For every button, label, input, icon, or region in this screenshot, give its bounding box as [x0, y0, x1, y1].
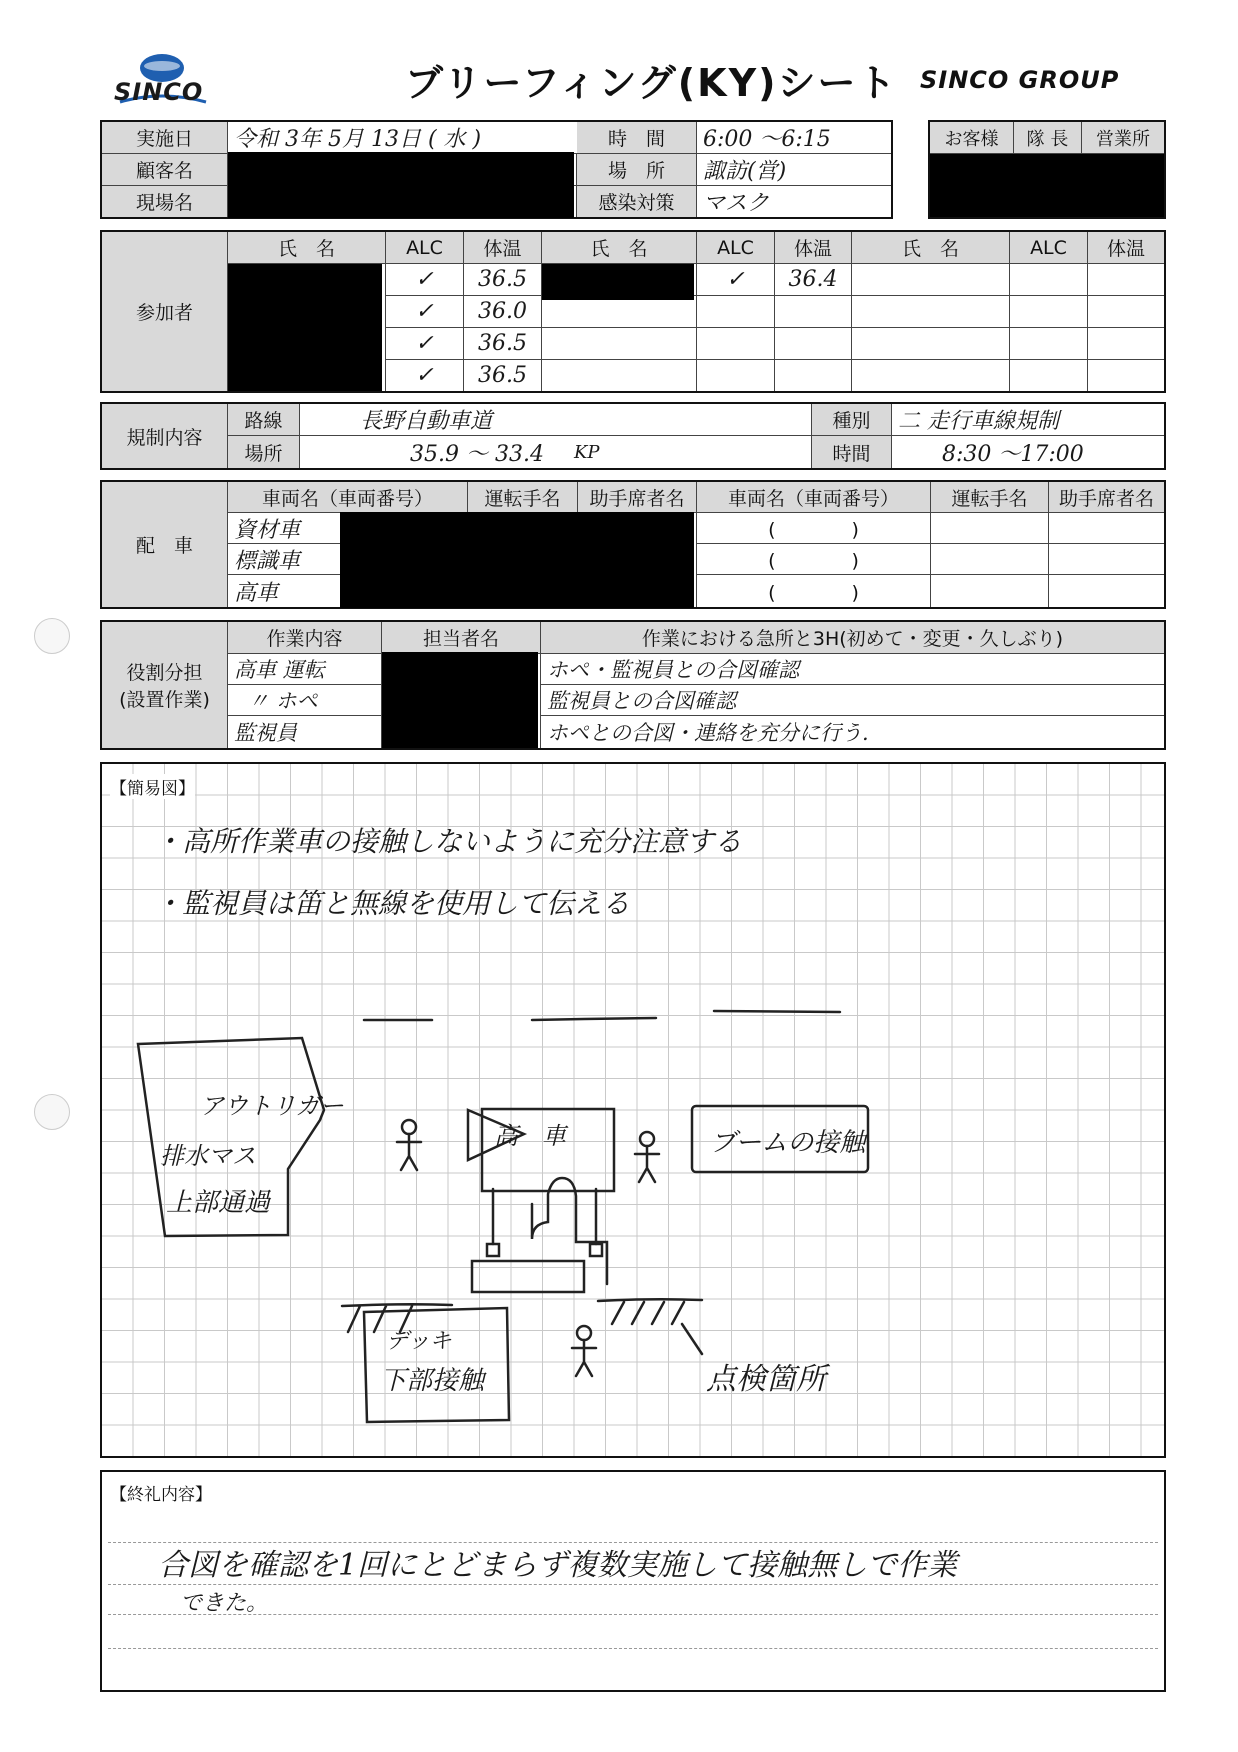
sketch-deck-2: 下部接触	[380, 1366, 485, 1396]
roles-point: 監視員との合図確認	[541, 685, 1164, 716]
sketch-note-1: ・高所作業車の接触しないように充分注意する	[154, 825, 743, 858]
redaction-dispatch	[340, 512, 694, 608]
roles-work: 高車 運転	[228, 654, 382, 685]
binder-hole-top	[34, 618, 70, 654]
closing-line	[108, 1584, 1158, 1585]
sketch-deck-1: デッキ	[386, 1329, 452, 1354]
approval-office: 営業所	[1082, 122, 1164, 154]
participants-name-header-1: 氏 名	[228, 232, 386, 264]
route-value: 長野自動車道	[300, 404, 812, 436]
place-label: 場 所	[577, 154, 697, 186]
participant-empty-cell	[775, 360, 852, 391]
participant-empty-cell	[852, 328, 1010, 360]
participant-temp: 36.0	[464, 296, 542, 328]
participant-empty-cell	[542, 296, 697, 328]
participant-empty-cell	[775, 296, 852, 328]
redaction-roles	[382, 652, 538, 748]
redaction-customer	[228, 152, 574, 218]
dispatch-empty-cell	[1049, 513, 1164, 544]
dispatch-assistant-header-2: 助手席者名	[1049, 482, 1164, 513]
sketch-note-2: ・監視員は笛と無線を使用して伝える	[154, 887, 631, 920]
approval-customer: お客様	[930, 122, 1014, 154]
participant-alc: ✓	[386, 328, 464, 360]
regulation-time-label: 時間	[812, 436, 892, 468]
dispatch-empty-cell	[1049, 575, 1164, 607]
closing-area	[100, 1470, 1166, 1692]
logo-text: SINCO	[114, 78, 204, 106]
infection-label: 感染対策	[577, 186, 697, 217]
participants-temp-header-2: 体温	[775, 232, 852, 264]
participant-empty-cell	[1088, 296, 1164, 328]
redaction-approval	[930, 154, 1164, 217]
dispatch-driver-header-1: 運転手名	[468, 482, 578, 513]
participants-name-header-2: 氏 名	[542, 232, 697, 264]
binder-hole-bottom	[34, 1094, 70, 1130]
group-logo: SINCO GROUP	[920, 66, 1120, 94]
roles-work: 〃 ホペ	[228, 685, 382, 716]
closing-text-line-2: できた。	[180, 1591, 269, 1616]
closing-label: 【終礼内容】	[110, 1485, 212, 1505]
sketch-truck-label: 高 車	[494, 1122, 566, 1150]
dispatch-vehicle-header-2: 車両名（車両番号）	[697, 482, 931, 513]
dispatch-assistant-header-1: 助手席者名	[578, 482, 697, 513]
roles-point: ホペ・監視員との合図確認	[541, 654, 1164, 685]
participant-empty-cell	[1088, 360, 1164, 391]
closing-line	[108, 1648, 1158, 1649]
regulation-type-value: 二 走行車線規制	[892, 404, 1164, 436]
participant-empty-cell	[697, 328, 775, 360]
participants-temp-header-3: 体温	[1088, 232, 1164, 264]
regulation-time-value: 8:30 ～17:00	[942, 441, 1084, 467]
time-label: 時 間	[577, 122, 697, 154]
regulation-place-value	[300, 436, 812, 468]
participant-empty-cell	[1010, 264, 1088, 296]
participant-empty-cell	[1088, 264, 1164, 296]
regulation-type-label: 種別	[812, 404, 892, 436]
participant-empty-cell	[542, 360, 697, 391]
roles-point: ホペとの合図・連絡を充分に行う.	[547, 721, 869, 745]
roles-point-header: 作業における急所と3H(初めて・変更・久しぶり)	[541, 622, 1164, 654]
dispatch-label: 配 車	[102, 482, 228, 607]
participant-empty-cell	[1088, 328, 1164, 360]
participants-label: 参加者	[102, 232, 228, 391]
participant-empty-cell	[852, 264, 1010, 296]
participant-empty-cell	[775, 328, 852, 360]
time-value: 6:00 ～6:15	[697, 122, 891, 154]
customer-label: 顧客名	[102, 154, 228, 186]
roles-label-line2: (設置作業)	[119, 689, 210, 711]
participants-name-header-3: 氏 名	[852, 232, 1010, 264]
sketch-outrigger-1: アウトリガー	[200, 1092, 344, 1120]
participants-alc-header-1: ALC	[386, 232, 464, 264]
sketch-inspection-point: 点検箇所	[706, 1362, 826, 1397]
place-value: 諏訪(営)	[697, 154, 891, 186]
participant-temp: 36.5	[464, 360, 542, 391]
sinco-logo	[112, 50, 212, 110]
dispatch-vehicle-header-1: 車両名（車両番号）	[228, 482, 468, 513]
site-label: 現場名	[102, 186, 228, 217]
roles-table	[100, 620, 1166, 750]
approval-leader: 隊 長	[1014, 122, 1082, 154]
roles-work-header: 作業内容	[228, 622, 382, 654]
participant-empty-cell	[697, 360, 775, 391]
infection-value: マスク	[703, 191, 770, 216]
participant-empty-cell	[1010, 360, 1088, 391]
roles-label	[102, 622, 228, 748]
participant-empty-cell	[852, 360, 1010, 391]
participant-empty-cell	[852, 296, 1010, 328]
dispatch-empty-cell	[931, 575, 1049, 607]
participant-temp: 36.4	[775, 264, 852, 296]
regulation-label: 規制内容	[102, 404, 228, 468]
date-value: 令和 3年 5月 13日 ( 水 )	[228, 122, 677, 154]
roles-work: 監視員	[228, 716, 382, 748]
participants-alc-header-3: ALC	[1010, 232, 1088, 264]
dispatch-empty-cell	[931, 513, 1049, 544]
dispatch-right-vehicle-1: ( )	[697, 513, 931, 544]
regulation-place-label: 場所	[228, 436, 300, 468]
redaction-participants-1	[228, 264, 382, 391]
dispatch-vehicle-3: 高車	[228, 575, 468, 607]
participant-alc: ✓	[386, 296, 464, 328]
participant-empty-cell	[1010, 328, 1088, 360]
dispatch-vehicle-1: 資材車	[228, 513, 468, 544]
page-title: ブリーフィング(KY)シート	[405, 61, 898, 105]
participant-alc: ✓	[386, 264, 464, 296]
participant-alc: ✓	[386, 360, 464, 391]
sketch-outrigger-3: 上部通過	[166, 1188, 271, 1218]
participant-empty-cell	[542, 328, 697, 360]
regulation-table	[100, 402, 1166, 470]
dispatch-empty-cell	[931, 544, 1049, 575]
regulation-place-range: 35.9 ～ 33.4	[410, 441, 544, 467]
roles-person-header: 担当者名	[382, 622, 541, 654]
dispatch-driver-header-2: 運転手名	[931, 482, 1049, 513]
closing-text-line-1: 合図を確認を1回にとどまらず複数実施して接触無しで作業	[158, 1548, 958, 1583]
route-label: 路線	[228, 404, 300, 436]
participant-alc: ✓	[697, 264, 775, 296]
sketch-outrigger-2: 排水マス	[160, 1142, 256, 1170]
sketch-label: 【簡易図】	[110, 774, 195, 799]
sketch-boom-contact: ブームの接触	[710, 1128, 866, 1158]
participant-empty-cell	[697, 296, 775, 328]
date-label: 実施日	[102, 122, 228, 154]
sketch-area	[100, 762, 1166, 1458]
dispatch-right-vehicle-2: ( )	[697, 544, 931, 575]
regulation-place-unit: KP	[573, 441, 600, 463]
dispatch-empty-cell	[1049, 544, 1164, 575]
participants-temp-header-1: 体温	[464, 232, 542, 264]
participant-temp: 36.5	[464, 328, 542, 360]
participant-temp: 36.5	[464, 264, 542, 296]
roles-label-line1: 役割分担	[126, 662, 203, 684]
dispatch-vehicle-2: 標識車	[228, 544, 468, 575]
redaction-participants-2	[542, 264, 694, 300]
participants-alc-header-2: ALC	[697, 232, 775, 264]
participant-empty-cell	[1010, 296, 1088, 328]
dispatch-right-vehicle-3: ( )	[697, 575, 931, 607]
